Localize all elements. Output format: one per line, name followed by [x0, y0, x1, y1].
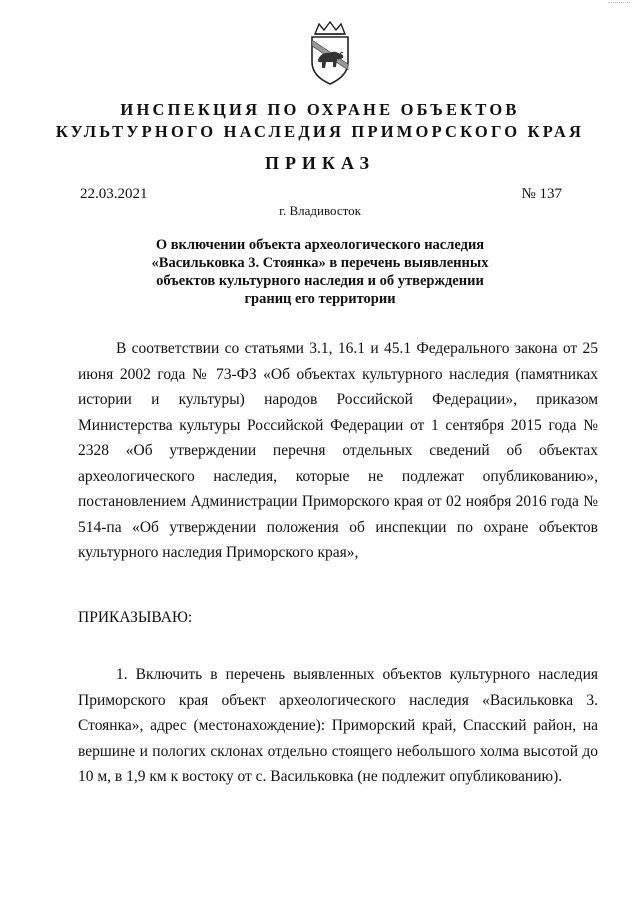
- order-items: [78, 662, 598, 790]
- title-line: «Васильковка 3. Стоянка» в перечень выявленных: [151, 255, 489, 271]
- scan-artifact: [608, 2, 630, 7]
- title-line: объектов культурного наследия и об утверждении: [156, 273, 484, 289]
- preamble-paragraph: В соответствии со статьями 3.1, 16.1 и 45.1 Федерального закона от 25 июня 2002 года № 73-ФЗ «Об объектах культурного наследия (памятниках истории и культуры) народов Российской Федерации», приказом Министерства культуры Российской Федерации от 1 сентября 2015 года № 2328 «Об утверждении перечня отдельных сведений об объектах археологического наследия, которые не подлежат опубликованию», постановлением Администрации Приморского края от 02 ноября 2016 года № 514-па «Об утверждении положения об инспекции по охране объектов культурного наследия Приморского края»,: [78, 340, 598, 561]
- coat-of-arms-icon: [301, 20, 359, 86]
- preamble-section: [78, 336, 598, 566]
- document-number: № 137: [521, 186, 562, 202]
- title-line: О включении объекта археологического наследия: [155, 237, 485, 253]
- organization-name-line2: КУЛЬТУРНОГО НАСЛЕДИЯ ПРИМОРСКОГО КРАЯ: [55, 122, 585, 141]
- document-city: г. Владивосток: [279, 203, 361, 218]
- document-title: [120, 236, 520, 308]
- document-date: 22.03.2021: [80, 186, 148, 202]
- document-type: ПРИКАЗ: [264, 153, 376, 173]
- organization-name-line1: ИНСПЕКЦИЯ ПО ОХРАНЕ ОБЪЕКТОВ: [120, 100, 520, 119]
- order-item: 1. Включить в перечень выявленных объектов культурного наследия Приморского края объект археологического наследия «Васильковка 3. Стоянка», адрес (местонахождение): Приморский край, Спасский район, на вершине и пологих склонах отдельно стоящего небольшого холма высотой до 10 м, в 1,9 км к востоку от с. Васильковка (не подлежит опубликованию).: [78, 666, 598, 785]
- title-line: границ его территории: [244, 291, 396, 307]
- order-word: ПРИКАЗЫВАЮ:: [78, 609, 193, 626]
